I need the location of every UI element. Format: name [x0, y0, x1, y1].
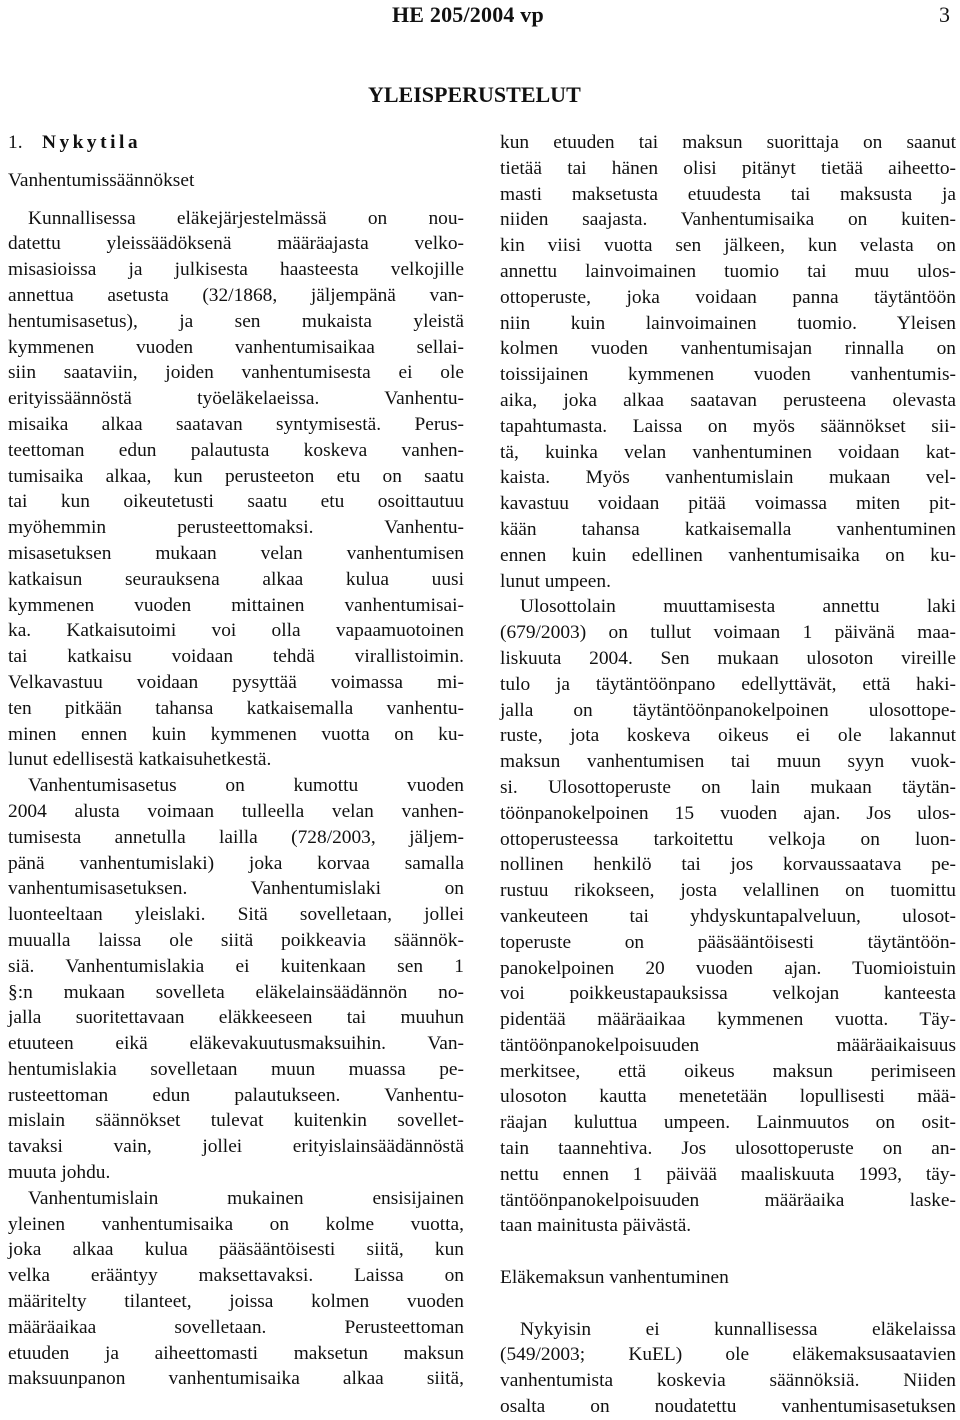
text-line: luonteeltaan yleislaki. Sitä sovelletaan, jollei — [8, 904, 464, 926]
text-line: muualla laissa ole siitä poikkeavia säännök- — [8, 929, 464, 951]
text-line: datettu yleissäädöksenä määräajasta velko- — [8, 233, 464, 255]
text-line: tai katkaisu voidaan tehdä virallistoimin. — [8, 646, 464, 668]
section-title: Nykytila — [41, 132, 142, 153]
text-line: misaika alkaa saatavan syntymisestä. Perus- — [8, 413, 464, 435]
text-line: lunut umpeen. — [500, 570, 611, 592]
text-line: ottoperuste, joka voidaan panna täytäntöön — [500, 286, 956, 308]
text-line: toissijainen kymmenen vuoden vanhentumis- — [500, 364, 956, 386]
right-body-text-2 — [500, 1317, 956, 1420]
text-line: yleinen vanhentumisaika on kolme vuotta, — [8, 1213, 464, 1235]
text-line: §:n mukaan sovelleta eläkelainsäädännön no- — [8, 981, 464, 1003]
text-line: kään tahansa katkaisemalla vanhentuminen — [500, 518, 956, 540]
text-line: kymmenen vuoden vanhentumisaikaa sellai- — [8, 336, 464, 358]
text-line: kymmenen vuoden mittainen vanhentumisai- — [8, 594, 464, 616]
text-line: pidentää määräaikaa kymmenen vuotta. Täy- — [500, 1009, 956, 1031]
text-line: toperuste on pääsääntöisesti täytäntöön- — [500, 931, 956, 953]
document-id: HE 205/2004 vp — [392, 2, 544, 27]
text-line: vanhentumista koskevia säännöksiä. Niiden — [500, 1370, 956, 1392]
text-line: jalla on täytäntöönpanokelpoinen ulosottope- — [500, 699, 956, 721]
text-line: lunut edellisestä katkaisuhetkestä. — [8, 749, 272, 771]
text-line: joka alkaa kulua pääsääntöisesti siitä, kun — [8, 1239, 464, 1261]
text-line: si. Ulosottoperuste on lain mukaan täytän- — [500, 776, 956, 798]
section-heading — [8, 130, 464, 156]
text-line: velka erääntyy maksettavaksi. Laissa on — [8, 1265, 464, 1287]
text-line: hentumisasetus), ja sen mukaista yleistä — [8, 310, 464, 332]
text-line: tä, kuinka velan vanhentuminen voidaan kat- — [500, 441, 956, 463]
page-header — [0, 0, 960, 32]
document-heading: YLEISPERUSTELUT — [368, 82, 581, 107]
text-line: rusteettoman edun palautukseen. Vanhentu- — [8, 1084, 464, 1106]
text-line: (679/2003) on tullut voimaan 1 päivänä maa- — [500, 622, 956, 644]
text-line: täntöönpanokelpoisuuden määräaika laske- — [500, 1189, 956, 1211]
text-line: tietää tai hänen olisi pitänyt tietää aiheetto- — [500, 157, 956, 179]
text-line: Vanhentumislain mukainen ensisijainen — [28, 1187, 464, 1209]
text-line: siä. Vanhentumislakia ei kuitenkaan sen 1 — [8, 955, 464, 977]
text-line: (549/2003; KuEL) ole eläkemaksusaatavien — [500, 1344, 956, 1366]
text-line: 2004 alusta voimaan tulleella velan vanhen- — [8, 800, 464, 822]
text-line: töönpanokelpoinen 15 vuoden ajan. Jos ulos- — [500, 802, 956, 824]
text-line: hentumislakia sovelletaan muun muassa pe- — [8, 1058, 464, 1080]
text-line: merkitsee, että oikeus maksun perimiseen — [500, 1060, 956, 1082]
text-line: ka. Katkaisutoimi voi olla vapaamuotoinen — [8, 620, 464, 642]
text-line: katkaisun seurauksena alkaa kulua uusi — [8, 568, 464, 590]
text-line: tulo ja täytäntöönpano edellyttävät, että haki- — [500, 673, 956, 695]
text-line: niiden saajasta. Vanhentumisaika on kuiten- — [500, 209, 956, 231]
text-line: etuuteen eikä eläkevakuutusmaksuihin. Van- — [8, 1033, 464, 1055]
text-line: Vanhentumisasetus on kumottu vuoden — [28, 775, 464, 797]
text-line: Ulosottolain muuttamisesta annettu laki — [520, 596, 956, 618]
text-line: teettoman edun palautusta koskeva vanhen- — [8, 439, 464, 461]
text-line: niin kuin lainvoimainen tuomio. Yleisen — [500, 312, 956, 334]
text-line: rustuu rikokseen, josta velallinen on tuomittu — [500, 880, 956, 902]
text-line: kun etuuden tai maksun suorittaja on saanut — [500, 132, 956, 153]
text-line: masti maksetusta etuudesta tai maksusta ja — [500, 183, 956, 205]
text-line: määritelty tilanteet, joissa kolmen vuoden — [8, 1291, 464, 1313]
left-column — [8, 130, 464, 1392]
page-number: 3 — [939, 2, 950, 27]
text-line: ulosoton kautta menetetään lopullisesti mää- — [500, 1086, 956, 1108]
right-column — [500, 130, 956, 1420]
text-line: kin viisi vuotta sen jälkeen, kun velasta on — [500, 235, 956, 257]
text-line: ten pitkään tahansa katkaisemalla vanhentu- — [8, 697, 464, 719]
text-line: tumisesta annetulla lailla (728/2003, jäljem- — [8, 826, 464, 848]
text-line: ennen kuin edellinen vanhentumisaika on ku- — [500, 544, 956, 566]
left-body-text — [8, 206, 464, 1393]
text-line: Velkavastuu voidaan pysyttää voimassa mi- — [8, 671, 464, 693]
subheading: Vanhentumissäännökset — [8, 169, 195, 191]
text-line: vanhentumisasetuksen. Vanhentumislaki on — [8, 878, 464, 900]
text-line: mislain säännökset tulevat kuitenkin sovellet- — [8, 1110, 464, 1132]
text-line: annettu lainvoimainen tuomio tai muu ulos- — [500, 260, 956, 282]
text-line: kaista. Myös vanhentumislain mukaan vel- — [500, 467, 956, 489]
text-line: tapahtumasta. Laissa on myös säännökset sii- — [500, 415, 956, 437]
text-line: tai kun oikeutetusti saatu etu osoittautuu — [8, 491, 464, 513]
text-line: annettua asetusta (32/1868, jäljempänä van- — [8, 284, 464, 306]
text-line: pänä vanhentumislaki) joka korvaa samalla — [8, 852, 464, 874]
text-line: muuta johdu. — [8, 1162, 111, 1184]
text-line: ruste, jota koskeva oikeus ei ole lakannut — [500, 725, 956, 747]
text-line: täntöönpanokelpoisuuden määräaikaisuus — [500, 1034, 956, 1056]
text-line: tain taannehtiva. Jos ulosottoperuste on an- — [500, 1138, 956, 1160]
text-line: tumisaika alkaa, kun perusteeton etu on saatu — [8, 465, 464, 487]
subheading-eläkemaksu: Eläkemaksun vanhentuminen — [500, 1267, 729, 1289]
section-number: 1. — [8, 132, 23, 153]
text-line: kolmen vuoden vanhentumisajan rinnalla on — [500, 338, 956, 360]
text-line: myöhemmin perusteettomaksi. Vanhentu- — [8, 517, 464, 539]
text-line: vankeuteen tai yhdyskuntapalveluun, ulosot- — [500, 905, 956, 927]
text-line: aika, joka alkaa saatavan perusteena olevasta — [500, 389, 956, 411]
text-line: nettu ennen 1 päivää maaliskuuta 1993, täy- — [500, 1163, 956, 1185]
text-line: nollinen henkilö tai jos korvaussaatava pe- — [500, 854, 956, 876]
text-line: kavastuu voidaan pitää voimassa miten pit- — [500, 493, 956, 515]
text-line: osalta on noudatettu vanhentumisasetuksen — [500, 1396, 956, 1418]
text-line: etuuden ja aiheettomasti maksetun maksun — [8, 1342, 464, 1364]
text-line: liskuuta 2004. Sen mukaan ulosoton vireille — [500, 647, 956, 669]
text-line: panokelpoinen 20 vuoden ajan. Tuomioistuin — [500, 957, 956, 979]
text-line: Nykyisin ei kunnallisessa eläkelaissa — [520, 1318, 956, 1340]
text-line: voi poikkeustapauksissa velkojan kanteesta — [500, 983, 956, 1005]
text-line: tavaksi vain, jollei erityislainsäädännöstä — [8, 1136, 464, 1158]
text-line: misasetuksen mukaan velan vanhentumisen — [8, 542, 464, 564]
text-line: siin saataviin, joiden vanhentumisesta ei ole — [8, 362, 464, 384]
text-line: erityissäännöstä työeläkelaeissa. Vanhentu- — [8, 388, 464, 410]
text-line: räajan kuluttua umpeen. Lainmuutos on osit- — [500, 1112, 956, 1134]
right-body-text — [500, 130, 956, 1239]
text-line: määräaikaa sovelletaan. Perusteettoman — [8, 1316, 464, 1338]
text-line: ottoperusteessa tarkoitettu velkoja on luon- — [500, 828, 956, 850]
text-line: misasioissa ja julkisesta haasteesta velkojille — [8, 259, 464, 281]
text-line: maksuunpanon vanhentumisaika alkaa siitä, — [8, 1368, 464, 1390]
text-line: jalla suoritettavaan eläkkeeseen tai muuhun — [8, 1007, 464, 1029]
text-line: minen ennen kuin kymmenen vuotta on ku- — [8, 723, 464, 745]
text-line: maksun vanhentumisen tai muun syyn vuok- — [500, 751, 956, 773]
text-line: Kunnallisessa eläkejärjestelmässä on nou- — [28, 207, 464, 229]
text-line: taan mainitusta päivästä. — [500, 1215, 692, 1237]
